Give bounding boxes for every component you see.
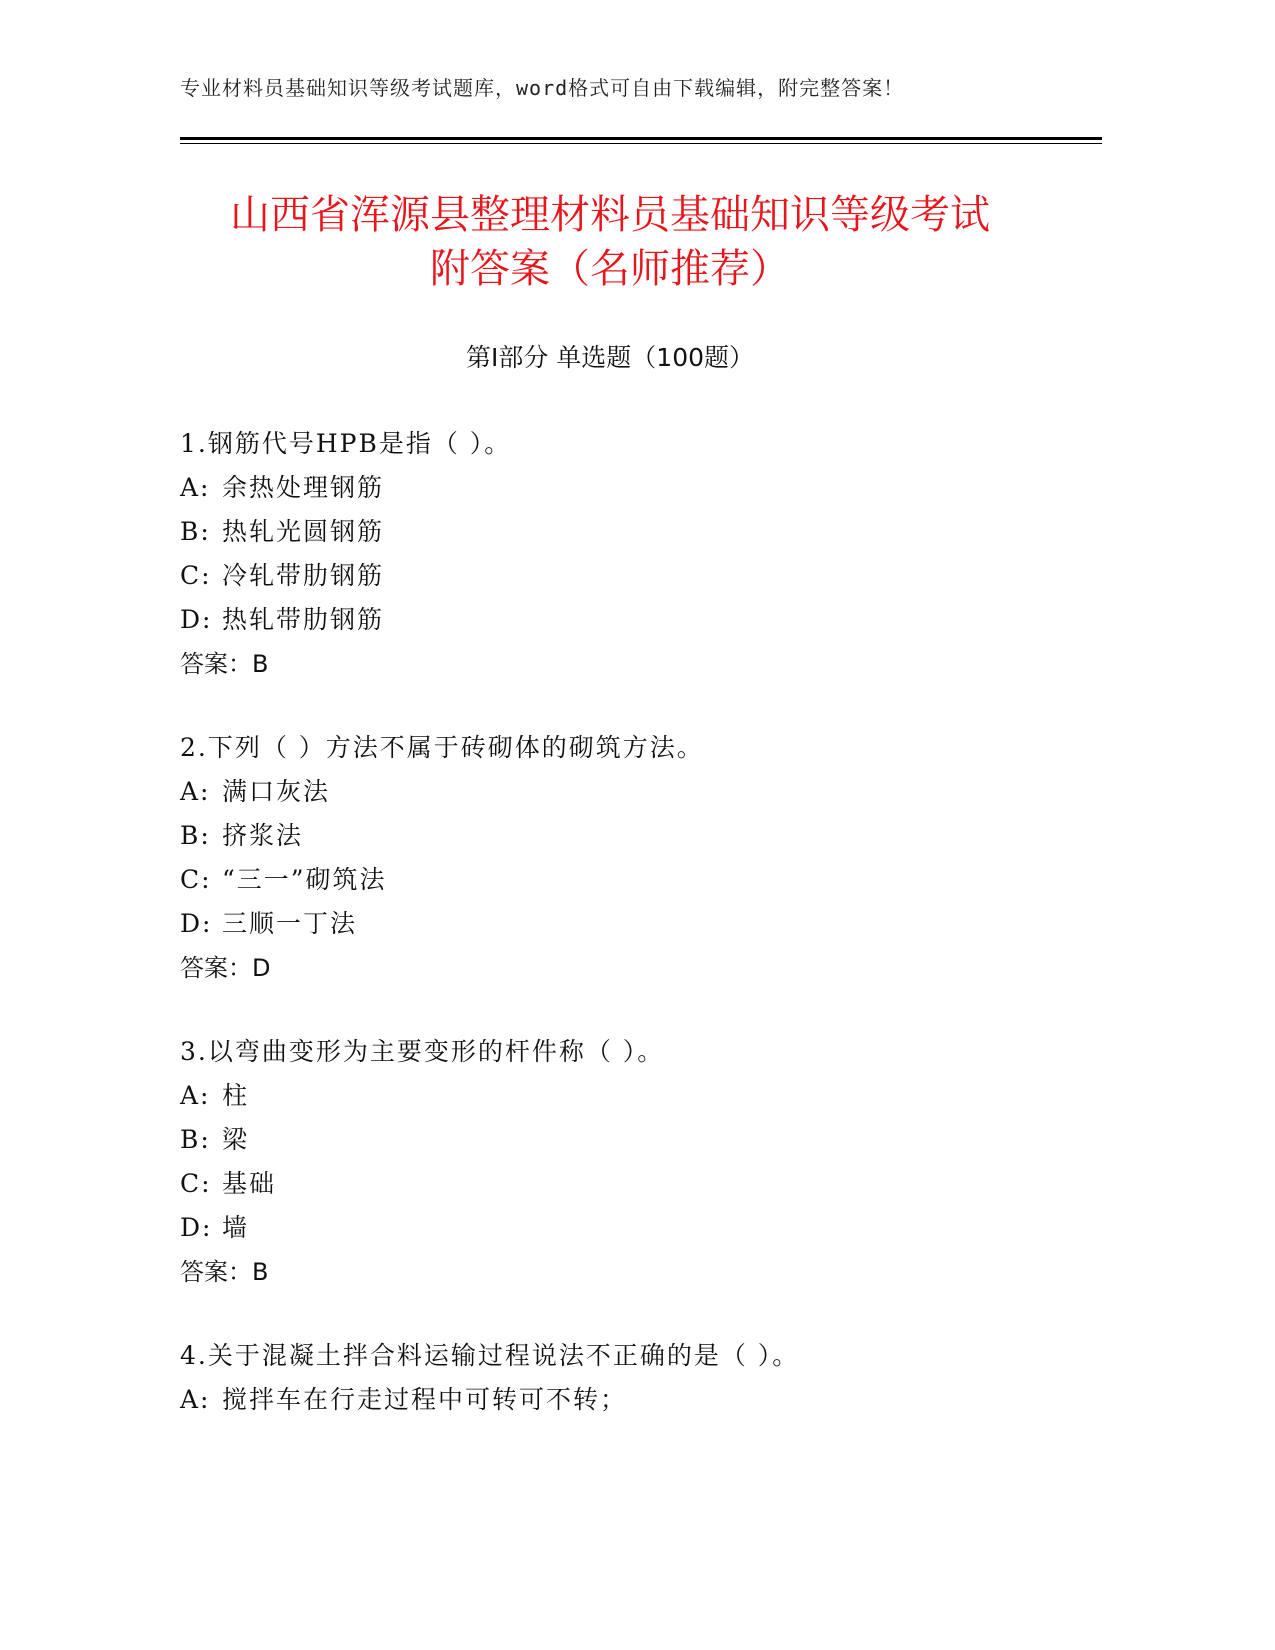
option-text: 三顺一丁法 [222, 909, 358, 938]
option-text: 热轧光圆钢筋 [222, 517, 385, 546]
option-b [180, 1118, 1100, 1162]
question-stem: 3.以弯曲变形为主要变形的杆件称（ ）。 [180, 1037, 665, 1066]
question-stem: 1.钢筋代号HPB是指（ ）。 [180, 429, 512, 458]
option-text: 基础 [222, 1169, 277, 1198]
option-d [180, 1206, 1100, 1250]
answer-line: 答案：B [180, 650, 269, 678]
option-a [180, 1074, 1100, 1118]
header-note: 专业材料员基础知识等级考试题库，word格式可自由下载编辑，附完整答案！ [180, 76, 905, 100]
option-text: 柱 [222, 1081, 250, 1110]
option-letter: D: [180, 1213, 213, 1242]
question-2 [180, 726, 1100, 990]
option-text: 墙 [222, 1213, 250, 1242]
option-text: “三一”砌筑法 [222, 865, 387, 894]
header-rule-thick [180, 137, 1102, 140]
option-letter: D: [180, 909, 213, 938]
document-title-line-1: 山西省浑源县整理材料员基础知识等级考试 [230, 192, 990, 238]
option-c [180, 1162, 1100, 1206]
option-letter: A: [180, 777, 211, 806]
section-heading: 第Ⅰ部分 单选题（100题） [465, 343, 755, 372]
option-c [180, 554, 1100, 598]
option-text: 满口灰法 [222, 777, 331, 806]
option-d [180, 902, 1100, 946]
answer-line: 答案：D [180, 954, 271, 982]
option-a [180, 466, 1100, 510]
option-letter: B: [180, 1125, 211, 1154]
question-4 [180, 1334, 1100, 1422]
option-c [180, 858, 1100, 902]
option-letter: A: [180, 1385, 211, 1414]
option-text: 热轧带肋钢筋 [222, 605, 385, 634]
option-b [180, 814, 1100, 858]
document-title [180, 188, 1040, 296]
question-1 [180, 422, 1100, 686]
option-letter: A: [180, 1081, 211, 1110]
option-text: 梁 [222, 1125, 250, 1154]
question-3 [180, 1030, 1100, 1294]
document-title-line-2: 附答案（名师推荐） [430, 246, 790, 292]
question-stem: 4.关于混凝土拌合料运输过程说法不正确的是（ ）。 [180, 1341, 800, 1370]
question-stem: 2.下列（ ）方法不属于砖砌体的砌筑方法。 [180, 733, 704, 762]
answer-line: 答案：B [180, 1258, 269, 1286]
option-letter: B: [180, 517, 211, 546]
option-letter: D: [180, 605, 213, 634]
option-d [180, 598, 1100, 642]
option-b [180, 510, 1100, 554]
question-list [180, 422, 1100, 1462]
option-letter: B: [180, 821, 211, 850]
header-rule-thin [180, 143, 1102, 144]
option-text: 冷轧带肋钢筋 [222, 561, 385, 590]
option-a [180, 770, 1100, 814]
option-letter: C: [180, 1169, 212, 1198]
option-text: 挤浆法 [222, 821, 304, 850]
option-letter: C: [180, 561, 212, 590]
option-a [180, 1378, 1100, 1422]
option-letter: A: [180, 473, 211, 502]
option-text: 余热处理钢筋 [222, 473, 385, 502]
option-text: 搅拌车在行走过程中可转可不转； [222, 1385, 628, 1414]
option-letter: C: [180, 865, 212, 894]
